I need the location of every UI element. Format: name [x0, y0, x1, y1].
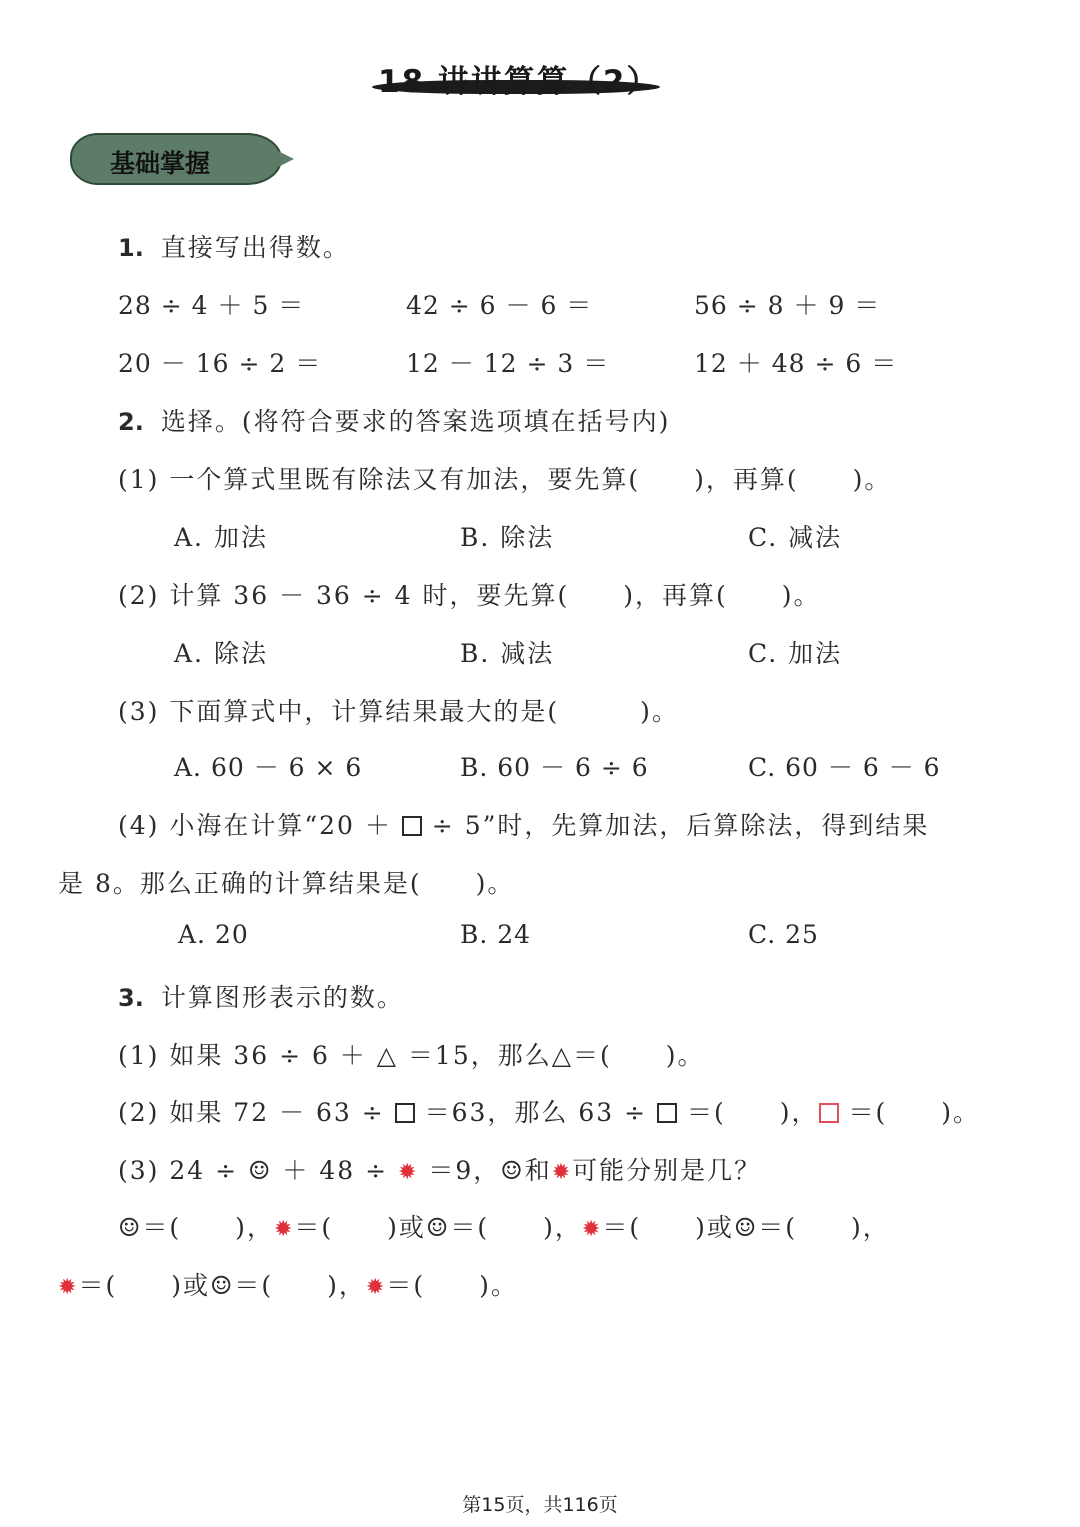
q2-sub2-option-b: B. 减法 — [460, 639, 555, 668]
answer-blank: ＝( ) — [602, 1213, 707, 1242]
smiley-icon: ☺ — [500, 1156, 525, 1185]
smiley-icon: ☺ — [248, 1156, 273, 1185]
q1-item: 42 ÷ 6 － 6 ＝ — [406, 291, 593, 320]
q3-sub3-text-a: (3) 24 ÷ — [118, 1156, 249, 1185]
q3-sub3-text-c: ＝9， — [418, 1156, 501, 1185]
q2-sub2-option-c: C. 加法 — [748, 639, 843, 668]
q3-sub1-question: (1) 如果 36 ÷ 6 ＋ △ ＝15，那么△＝( )。 — [118, 1041, 705, 1070]
sun-icon: ✹ — [551, 1160, 573, 1185]
q3-sub3-text-d: 和 — [524, 1156, 552, 1185]
q3-sub2-text-b: ＝63，那么 63 ÷ — [414, 1098, 658, 1127]
square-icon — [657, 1103, 677, 1123]
q2-instruction: 选择。(将符合要求的答案选项填在括号内) — [160, 407, 671, 436]
q3-number: 3. — [118, 984, 144, 1012]
answer-blank: ＝( ) — [234, 1271, 339, 1300]
q3-sub2-text-a: (2) 如果 72 － 63 ÷ — [118, 1098, 395, 1127]
q2-sub4-text-a: (4) 小海在计算“20 ＋ — [118, 811, 402, 840]
q2-sub2-option-a: A. 除法 — [174, 639, 268, 668]
q2-sub3-option-a: A. 60 － 6 × 6 — [174, 753, 363, 782]
square-icon — [395, 1103, 415, 1123]
answer-or: 或 — [706, 1213, 734, 1242]
q3-sub3-text-b: ＋ 48 ÷ — [272, 1156, 398, 1185]
sun-icon: ✹ — [58, 1275, 79, 1300]
q2-sub1-question: (1) 一个算式里既有除法又有加法，要先算( )，再算( )。 — [118, 465, 892, 494]
answer-end: 。 — [490, 1271, 518, 1300]
q2-sub1-option-c: C. 减法 — [748, 523, 843, 552]
q2-sub4-option-c: C. 25 — [748, 920, 819, 949]
answer-or: 或 — [182, 1271, 210, 1300]
q3-heading — [118, 978, 404, 1014]
answer-blank: ＝( ) — [78, 1271, 183, 1300]
answer-blank: ＝( ) — [758, 1213, 863, 1242]
q2-sub3-option-b: B. 60 － 6 ÷ 6 — [460, 753, 649, 782]
q2-heading — [118, 402, 670, 438]
smiley-icon: ☺ — [209, 1271, 235, 1300]
q1-item: 20 － 16 ÷ 2 ＝ — [118, 349, 322, 378]
q1-instruction: 直接写出得数。 — [160, 233, 350, 262]
q3-answer-line1 — [118, 1208, 890, 1244]
q2-sub4-question-line1 — [118, 806, 929, 842]
q1-item: 56 ÷ 8 ＋ 9 ＝ — [694, 291, 881, 320]
smiley-icon: ☺ — [733, 1213, 759, 1242]
square-placeholder-icon — [402, 816, 422, 836]
q2-sub4-option-a: A. 20 — [178, 920, 249, 949]
page-footer: 第15页，共116页 — [462, 1494, 618, 1516]
section-label: 基础掌握 — [110, 149, 211, 178]
answer-separator: ， — [246, 1213, 274, 1242]
answer-or: 或 — [398, 1213, 426, 1242]
q3-instruction: 计算图形表示的数。 — [160, 983, 404, 1012]
q1-item: 12 ＋ 48 ÷ 6 ＝ — [694, 349, 898, 378]
q3-sub3-question — [118, 1151, 761, 1187]
q1-number: 1. — [118, 234, 144, 262]
q2-sub4-question-line2: 是 8。那么正确的计算结果是( )。 — [58, 869, 515, 898]
q3-sub3-text-e: 可能分别是几？ — [572, 1156, 762, 1185]
q2-sub4-option-b: B. 24 — [460, 920, 532, 949]
sun-icon: ✹ — [273, 1217, 295, 1242]
q1-item: 12 － 12 ÷ 3 ＝ — [406, 349, 610, 378]
answer-separator: ， — [862, 1213, 890, 1242]
q1-item: 28 ÷ 4 ＋ 5 ＝ — [118, 291, 305, 320]
q2-sub1-option-a: A. 加法 — [174, 523, 268, 552]
sun-icon: ✹ — [365, 1275, 387, 1300]
q3-answer-line2 — [58, 1266, 518, 1302]
answer-blank: ＝( ) — [142, 1213, 247, 1242]
smiley-icon: ☺ — [118, 1213, 143, 1242]
sun-icon: ✹ — [581, 1217, 603, 1242]
q3-sub2-text-c: ＝( )， — [677, 1098, 819, 1127]
q1-heading — [118, 228, 350, 264]
answer-separator: ， — [554, 1213, 582, 1242]
red-square-icon — [819, 1103, 839, 1123]
answer-blank: ＝( ) — [386, 1271, 491, 1300]
q2-sub2-question: (2) 计算 36 － 36 ÷ 4 时，要先算( )，再算( )。 — [118, 581, 821, 610]
answer-blank: ＝( ) — [450, 1213, 555, 1242]
q2-sub1-option-b: B. 除法 — [460, 523, 555, 552]
answer-separator: ， — [338, 1271, 366, 1300]
q2-sub3-question: (3) 下面算式中，计算结果最大的是( )。 — [118, 697, 679, 726]
q2-sub3-option-c: C. 60 － 6 － 6 — [748, 753, 941, 782]
q2-sub4-text-b: ÷ 5”时，先算加法，后算除法，得到结果 — [421, 811, 930, 840]
section-tag-arrow — [276, 150, 294, 168]
smiley-icon: ☺ — [425, 1213, 451, 1242]
page-title: 18 讲讲算算（2） — [378, 64, 660, 100]
q3-sub2-text-d: ＝( )。 — [838, 1098, 980, 1127]
answer-blank: ＝( ) — [294, 1213, 399, 1242]
q3-sub2-question — [118, 1093, 980, 1129]
q2-number: 2. — [118, 408, 144, 436]
sun-icon: ✹ — [397, 1160, 419, 1185]
